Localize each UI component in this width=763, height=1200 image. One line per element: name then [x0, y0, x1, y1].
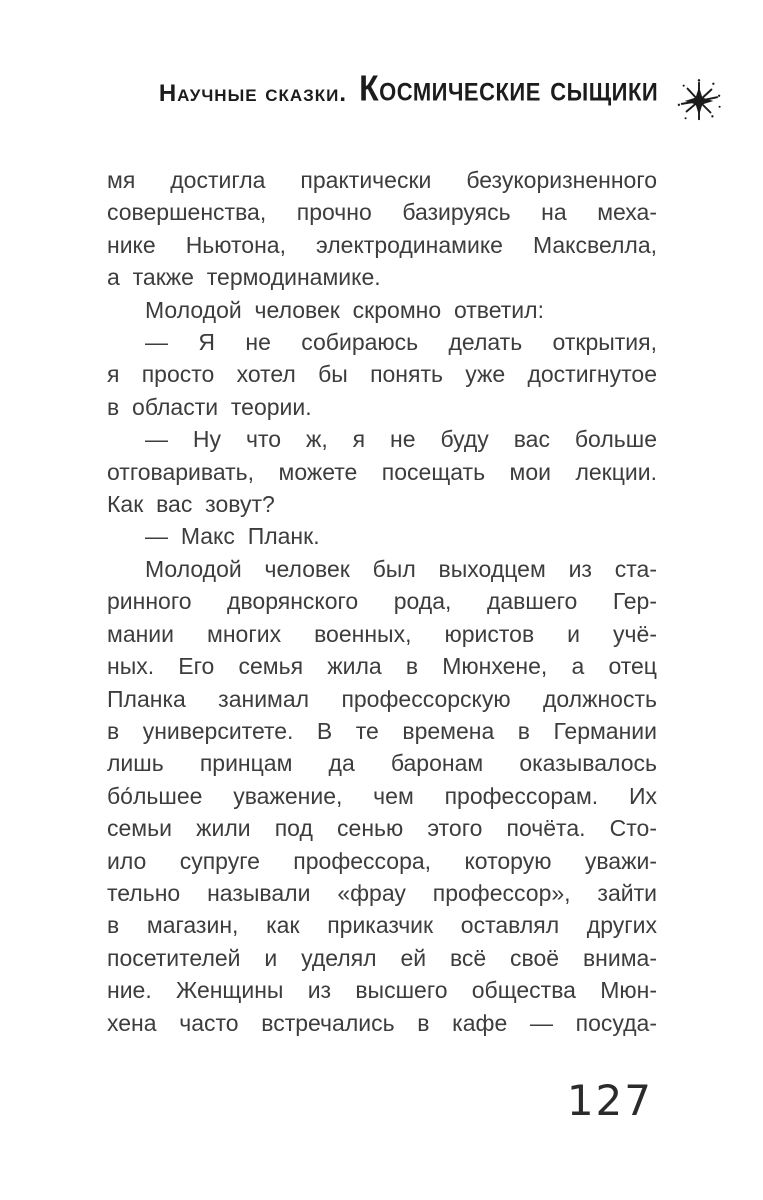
text-block: [107, 164, 657, 1039]
text-line: в университете. В те времена в Германии: [107, 717, 657, 744]
text-line: — Макс Планк.: [145, 523, 320, 550]
series-title: Научные сказки.: [158, 80, 348, 107]
text-line: ринного дворянского рода, давшего Гер-: [107, 588, 657, 615]
text-line: нике Ньютона, электродинамике Максвелла,: [107, 231, 657, 258]
text-line: ило супруге профессора, которую уважи-: [107, 847, 657, 874]
text-line: мании многих военных, юристов и учё-: [107, 620, 657, 647]
text-line: Молодой человек был выходцем из ста-: [145, 555, 657, 582]
book-title: Космические сыщики: [359, 68, 659, 109]
text-line: посетителей и уделял ей всё своё внима-: [107, 944, 657, 971]
text-line: — Я не собираюсь делать открытия,: [145, 329, 657, 356]
text-line: Молодой человек скромно ответил:: [145, 296, 544, 323]
text-line: мя достигла практически безукоризненного: [107, 167, 657, 193]
text-line: совершенства, прочно базируясь на меха-: [107, 199, 657, 226]
text-line: в области теории.: [107, 393, 312, 420]
page-number: 127: [566, 1076, 653, 1125]
text-line: тельно называли «фрау профессор», зайти: [107, 879, 657, 906]
text-line: бо́льшее уважение, чем профессорам. Их: [107, 782, 657, 809]
text-line: хена часто встречались в кафе — посуда-: [107, 1009, 657, 1036]
text-line: лишь принцам да баронам оказывалось: [107, 750, 657, 777]
text-line: Планка занимал профессорскую должность: [107, 685, 657, 712]
text-line: в магазин, как приказчик оставлял других: [107, 912, 657, 939]
text-line: ние. Женщины из высшего общества Мюн-: [107, 977, 657, 1004]
text-line: отговаривать, можете посещать мои лекции.: [107, 458, 657, 485]
running-header: [0, 68, 763, 118]
text-line: я просто хотел бы понять уже достигнутое: [107, 361, 657, 388]
text-line: — Ну что ж, я не буду вас больше: [145, 426, 657, 453]
text-line: семьи жили под сенью этого почёта. Сто-: [107, 815, 657, 842]
text-line: а также термодинамике.: [107, 264, 381, 291]
text-line: Как вас зовут?: [107, 491, 275, 518]
sparkle-star-icon: [676, 78, 722, 124]
text-line: ных. Его семья жила в Мюнхене, а отец: [107, 653, 657, 680]
